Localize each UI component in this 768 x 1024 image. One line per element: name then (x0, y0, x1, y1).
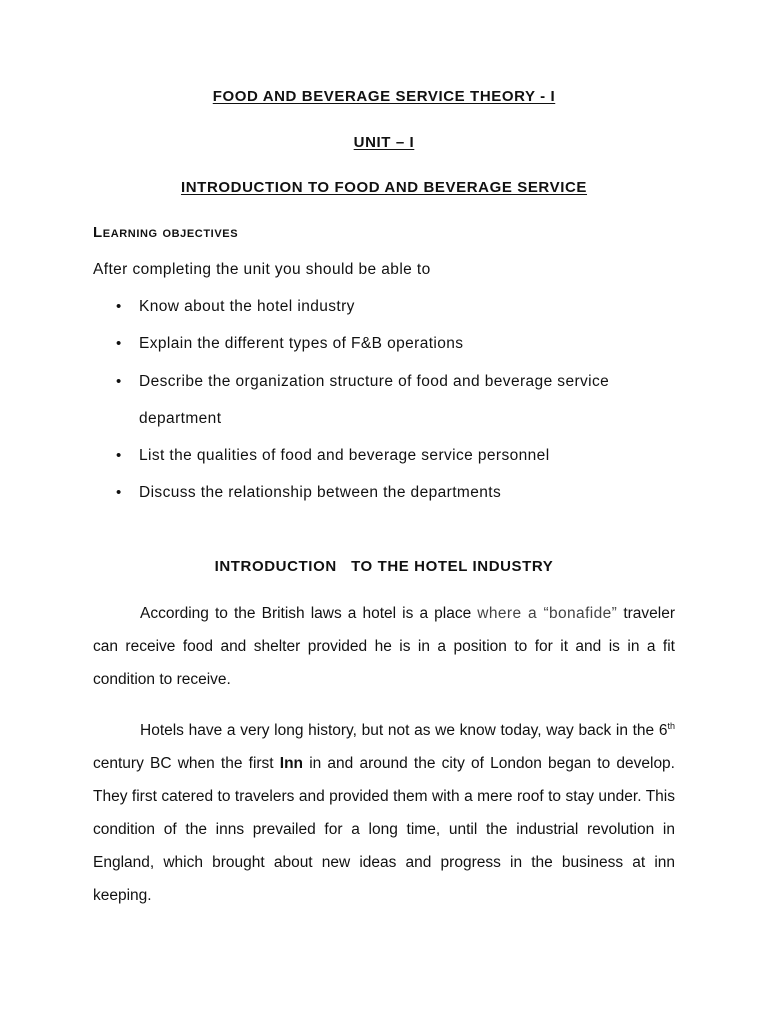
para2-text-mid: century BC when the first (93, 755, 280, 772)
objectives-intro: After completing the unit you should be able to (93, 261, 431, 278)
bullet-icon: • (116, 373, 122, 390)
list-item-text: Describe the organization structure of food and beverage service (139, 373, 610, 390)
para2-bold-inn: Inn (279, 755, 304, 772)
section-heading: INTRODUCTION TO THE HOTEL INDUSTRY (214, 558, 554, 575)
para2-superscript: th (667, 720, 675, 731)
objectives-heading: Learning objectives (93, 224, 239, 241)
bullet-icon: • (116, 447, 122, 464)
para2-text-end: in and around the city of London began to develop. They first catered to travelers and provided them with a mere roof to stay under. This condition of the inns prevailed for a long time, until the industrial revolution in England, which brought about new ideas and progress in the business at inn keeping. (93, 755, 675, 904)
paragraph-hotel-definition (93, 597, 675, 696)
list-item-text: Discuss the relationship between the departments (139, 484, 502, 501)
para2-text: Hotels have a very long history, but not as we know today, way back in the 6 (140, 722, 668, 739)
bullet-icon: • (116, 298, 122, 315)
list-item-text: Know about the hotel industry (139, 298, 355, 315)
bullet-icon: • (116, 335, 122, 352)
para1-text-end: traveler can receive food and shelter provided he is in a position to for it and is in a fit condition to receive. (93, 605, 676, 688)
para1-quote: where a “bonafide” (477, 605, 618, 622)
list-item-text: Explain the different types of F&B operations (139, 335, 464, 352)
list-item-continuation: department (139, 410, 222, 427)
paragraph-hotel-history (93, 714, 675, 912)
unit-label: UNIT – I (353, 134, 415, 151)
para1-text: According to the British laws a hotel is a place (140, 605, 478, 622)
list-item-text: List the qualities of food and beverage service personnel (139, 447, 550, 464)
unit-title: INTRODUCTION TO FOOD AND BEVERAGE SERVICE (180, 179, 588, 196)
document-title: FOOD AND BEVERAGE SERVICE THEORY - I (212, 88, 556, 105)
bullet-icon: • (116, 484, 122, 501)
